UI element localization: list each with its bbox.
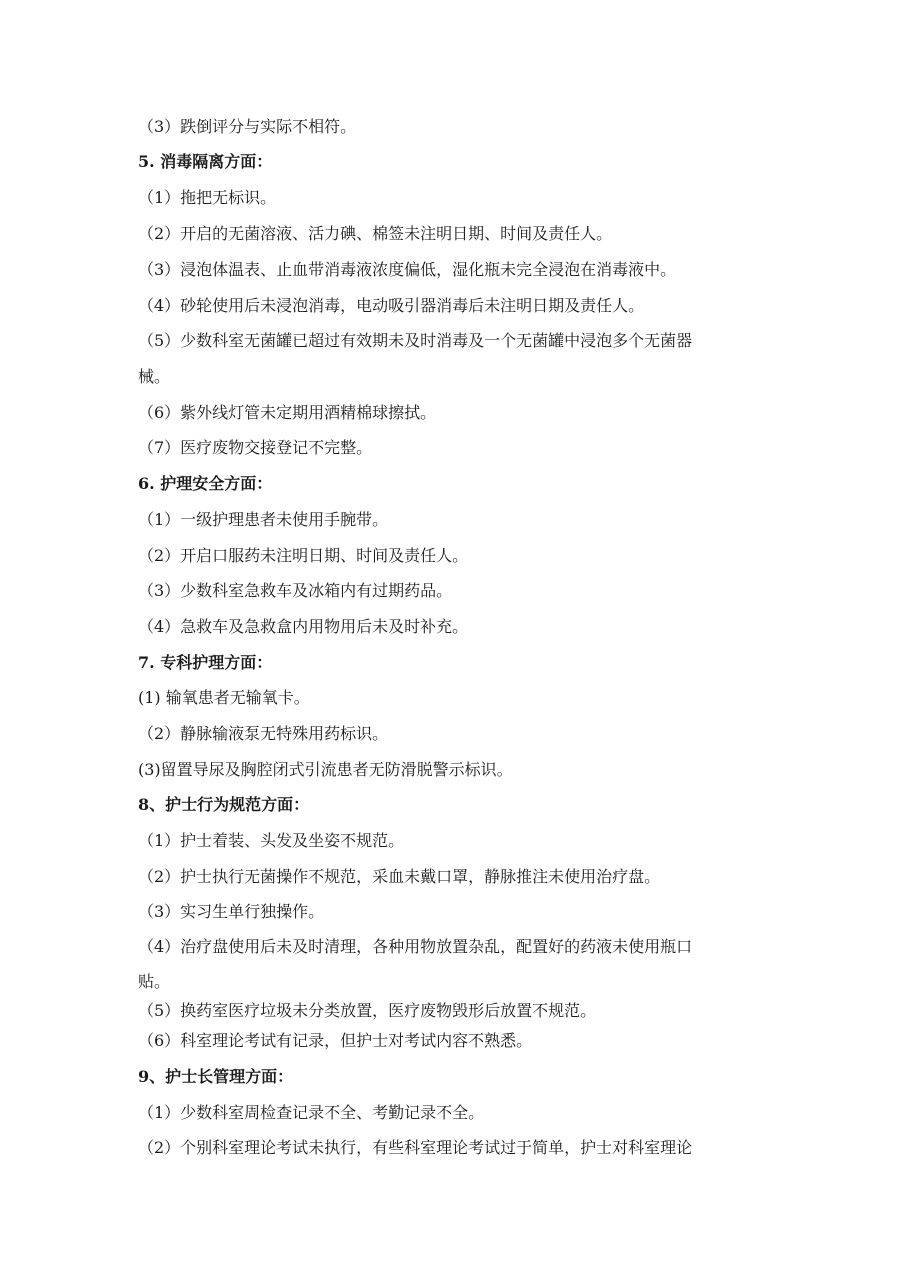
text-line: （5）少数科室无菌罐已超过有效期未及时消毒及一个无菌罐中浸泡多个无菌器 [138,331,693,350]
text-line: （1）拖把无标识。 [138,188,277,207]
text-line: (3)留置导尿及胸腔闭式引流患者无防滑脱警示标识。 [138,760,513,779]
section-heading: 8、护士行为规范方面： [138,795,310,814]
text-line: （3）浸泡体温表、止血带消毒液浓度偏低，湿化瓶未完全浸泡在消毒液中。 [138,260,677,279]
text-line: （2）静脉输液泵无特殊用药标识。 [138,724,389,743]
text-line: （1）少数科室周检查记录不全、考勤记录不全。 [138,1103,485,1122]
text-line: （4）砂轮使用后未浸泡消毒，电动吸引器消毒后未注明日期及责任人。 [138,296,645,315]
text-line: （5）换药室医疗垃圾未分类放置，医疗废物毁形后放置不规范。 [138,1001,597,1020]
text-line: （1）护士着装、头发及坐姿不规范。 [138,831,405,850]
text-line: (1) 输氧患者无输氧卡。 [138,688,310,707]
text-line: （3）少数科室急救车及冰箱内有过期药品。 [138,581,453,600]
text-line: 械。 [138,367,171,386]
text-line: （2）开启的无菌溶液、活力碘、棉签未注明日期、时间及责任人。 [138,224,613,243]
section-heading: 6. 护理安全方面： [138,474,273,493]
text-line: （2）开启口服药未注明日期、时间及责任人。 [138,546,469,565]
text-line: （1）一级护理患者未使用手腕带。 [138,510,389,529]
section-heading: 5. 消毒隔离方面： [138,152,273,171]
text-line: （3）实习生单行独操作。 [138,902,325,921]
text-line: （7）医疗废物交接登记不完整。 [138,438,373,457]
text-line: （4）治疗盘使用后未及时清理，各种用物放置杂乱，配置好的药液未使用瓶口 [138,937,693,956]
text-line: （2）个别科室理论考试未执行，有些科室理论考试过于简单，护士对科室理论 [138,1138,693,1157]
text-line: （2）护士执行无菌操作不规范，采血未戴口罩，静脉推注未使用治疗盘。 [138,867,661,886]
text-line: （3）跌倒评分与实际不相符。 [138,117,357,136]
text-line: （4）急救车及急救盒内用物用后未及时补充。 [138,617,469,636]
text-line: （6）紫外线灯管未定期用酒精棉球擦拭。 [138,403,437,422]
section-heading: 9、护士长管理方面： [138,1067,294,1086]
text-line: （6）科室理论考试有记录，但护士对考试内容不熟悉。 [138,1031,533,1050]
section-heading: 7. 专科护理方面： [138,653,273,672]
text-line: 贴。 [138,972,171,991]
